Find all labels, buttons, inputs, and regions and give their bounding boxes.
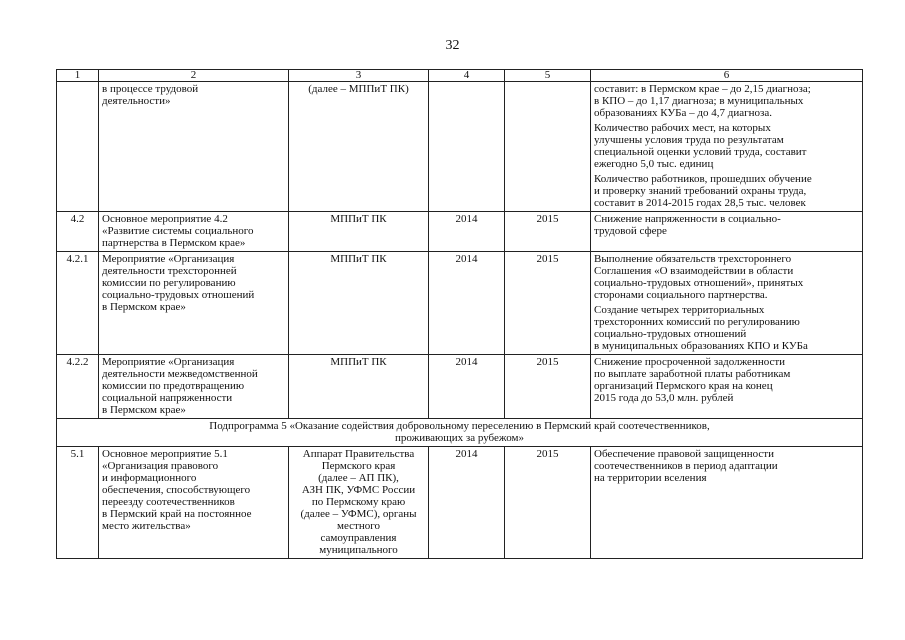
result-paragraph: составит: в Пермском крае – до 2,15 диагноза; в КПО – до 1,17 диагноза; в муниципальных образованиях КУБа – до 4,7 диагноза. — [594, 83, 811, 119]
start-year: 2014 — [429, 355, 505, 419]
header-row — [57, 70, 863, 82]
result-paragraph: Количество рабочих мест, на которых улучшены условия труда по результатам специальной оценки условий труда, составит ежегодно 5,0 тыс. единиц — [594, 122, 807, 170]
measure-name: в процессе трудовой деятельности» — [99, 82, 289, 212]
result-paragraph: Количество работников, прошедших обучение и проверку знаний требований охраны труда, составит в 2014-2015 годах 28,5 тыс. человек — [594, 173, 812, 209]
expected-results — [591, 447, 863, 559]
header-cell: 1 — [57, 70, 99, 82]
table-row — [57, 447, 863, 559]
measure-name: Основное мероприятие 4.2 «Развитие системы социального партнерства в Пермском крае» — [99, 212, 289, 252]
expected-results — [591, 252, 863, 355]
expected-results — [591, 212, 863, 252]
header-cell: 5 — [505, 70, 591, 82]
measure-name: Мероприятие «Организация деятельности межведомственной комиссии по предотвращению социальной напряженности в Пермском крае» — [99, 355, 289, 419]
header-cell: 6 — [591, 70, 863, 82]
row-number: 4.2 — [57, 212, 99, 252]
header-cell: 4 — [429, 70, 505, 82]
executor: Аппарат Правительства Пермского края (далее – АП ПК), АЗН ПК, УФМС России по Пермскому краю (далее – УФМС), органы местного самоуправления муниципального — [289, 447, 429, 559]
executor: МППиТ ПК — [289, 212, 429, 252]
result-paragraph: Выполнение обязательств трехстороннего Соглашения «О взаимодействии в области социально-трудовых отношений», принятых сторонами социального партнерства. — [594, 253, 804, 301]
result-paragraph: Обеспечение правовой защищенности соотечественников в период адаптации на территории вселения — [594, 448, 778, 484]
executor: МППиТ ПК — [289, 252, 429, 355]
executor: (далее – МППиТ ПК) — [289, 82, 429, 212]
header-cell: 2 — [99, 70, 289, 82]
expected-results — [591, 355, 863, 419]
row-number: 4.2.1 — [57, 252, 99, 355]
result-paragraph: Снижение просроченной задолженности по выплате заработной платы работникам организаций Пермского края на конец 2015 года до 53,0 млн. рублей — [594, 356, 791, 404]
table-row — [57, 82, 863, 212]
page-number: 32 — [445, 38, 460, 53]
subprogram-title: Подпрограмма 5 «Оказание содействия добровольному переселению в Пермский край соотечественников, проживающих за рубежом» — [57, 419, 863, 447]
end-year: 2015 — [505, 212, 591, 252]
end-year: 2015 — [505, 447, 591, 559]
subprogram-row — [57, 419, 863, 447]
table-row — [57, 355, 863, 419]
result-paragraph: Создание четырех территориальных трехсторонних комиссий по регулированию социально-трудовых отношений в муниципальных образованиях КПО и КУБа — [594, 304, 808, 352]
row-number: 5.1 — [57, 447, 99, 559]
row-number — [57, 82, 99, 212]
expected-results — [591, 82, 863, 212]
start-year: 2014 — [429, 252, 505, 355]
row-number: 4.2.2 — [57, 355, 99, 419]
start-year — [429, 82, 505, 212]
end-year — [505, 82, 591, 212]
measures-table — [56, 69, 863, 559]
start-year: 2014 — [429, 212, 505, 252]
table-row — [57, 212, 863, 252]
result-paragraph: Снижение напряженности в социально- трудовой сфере — [594, 213, 781, 237]
end-year: 2015 — [505, 355, 591, 419]
header-cell: 3 — [289, 70, 429, 82]
measure-name: Мероприятие «Организация деятельности трехсторонней комиссии по регулированию социально-трудовых отношений в Пермском крае» — [99, 252, 289, 355]
executor: МППиТ ПК — [289, 355, 429, 419]
measure-name: Основное мероприятие 5.1 «Организация правового и информационного обеспечения, способствующего переезду соотечественников в Пермский край на постоянное место жительства» — [99, 447, 289, 559]
start-year: 2014 — [429, 447, 505, 559]
end-year: 2015 — [505, 252, 591, 355]
table-row — [57, 252, 863, 355]
